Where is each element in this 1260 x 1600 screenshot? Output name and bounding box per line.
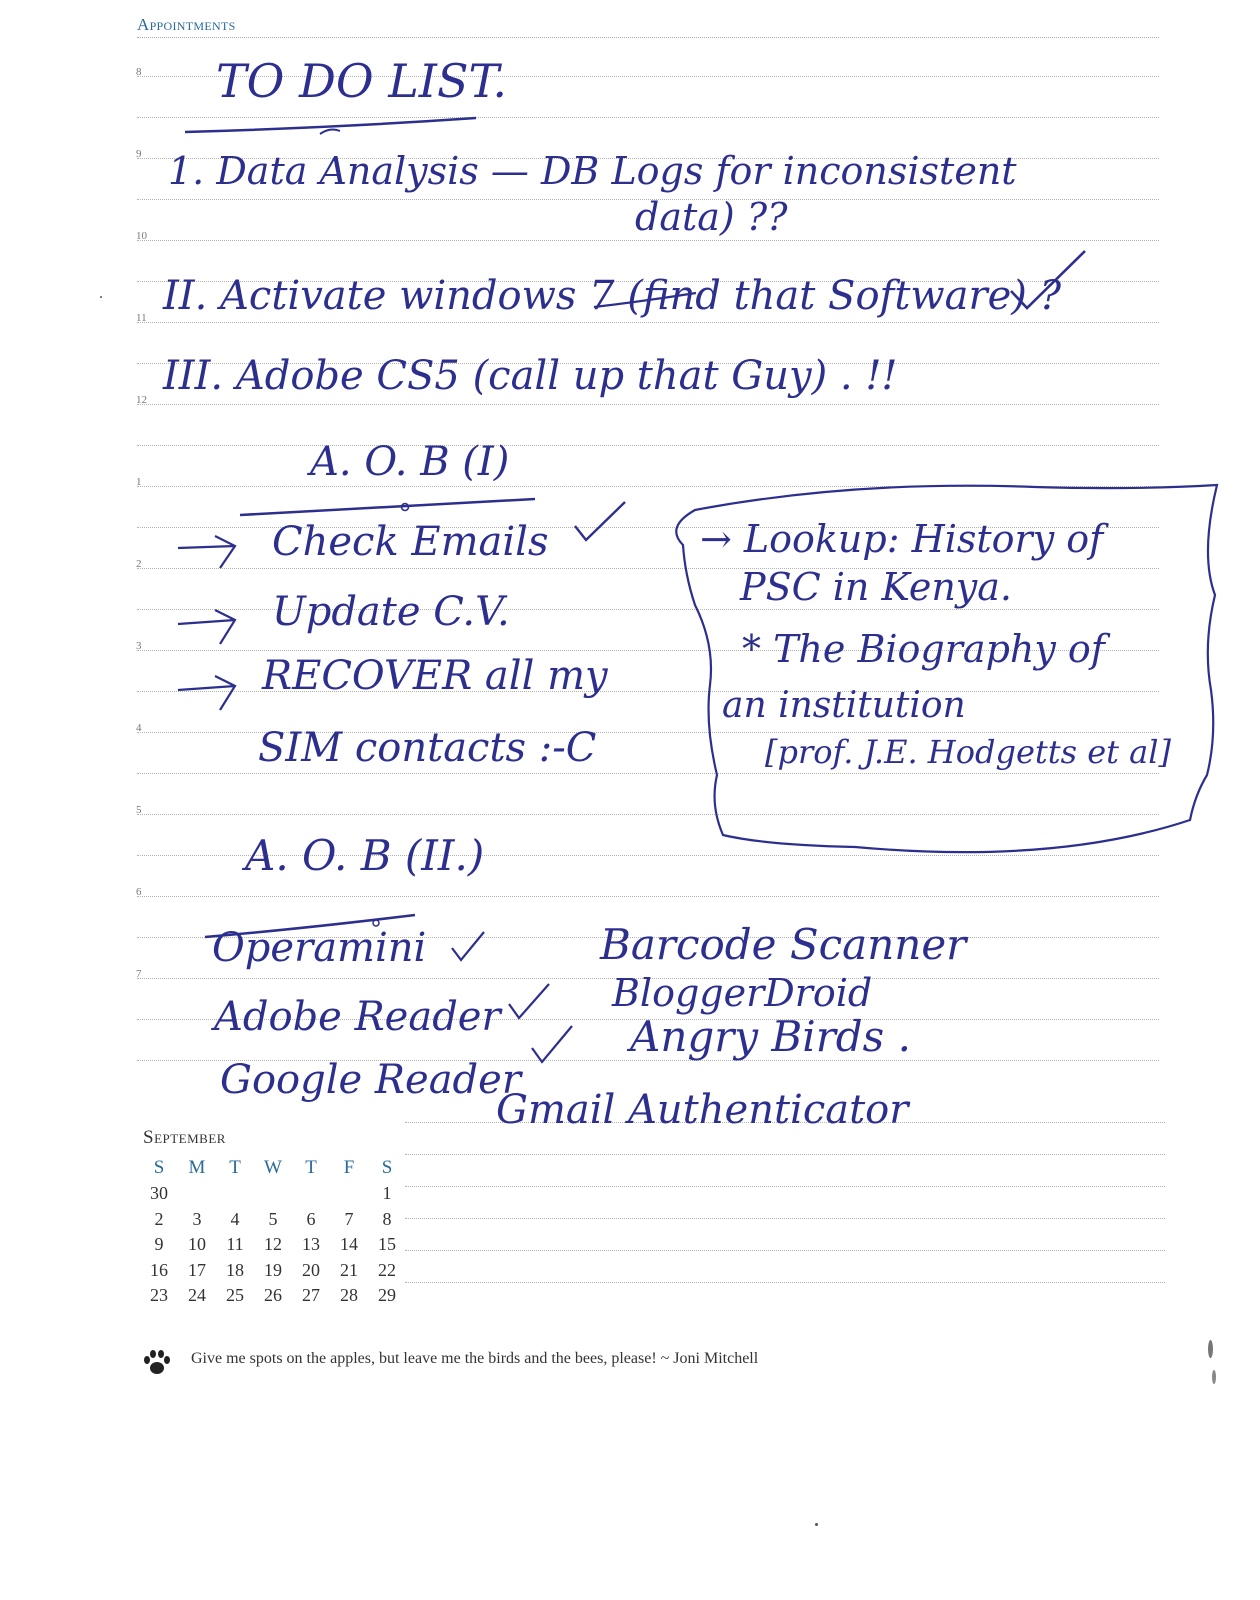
calendar-day: 26 [264, 1285, 282, 1305]
box-line-2: PSC in Kenya. [740, 565, 1012, 609]
scan-speck [815, 1523, 818, 1526]
hour-label: 9 [136, 148, 142, 160]
hour-label: 7 [136, 968, 142, 980]
calendar-day [178, 1183, 216, 1204]
hour-label: 2 [136, 558, 142, 570]
calendar-weekday: S [381, 1157, 393, 1178]
calendar-day: 6 [306, 1208, 316, 1229]
calendar-day: 15 [378, 1234, 396, 1254]
calendar-weekday: S [153, 1157, 165, 1178]
ruled-line [137, 240, 1159, 241]
ruled-line [137, 404, 1159, 405]
calendar-weekday: T [229, 1157, 241, 1178]
ruled-line [137, 445, 1159, 446]
task-1-line-1: 1. Data Analysis — DB Logs for inconsistent [168, 149, 1017, 193]
hour-label: 1 [136, 476, 142, 488]
aob-2-left-3: Google Reader [220, 1057, 521, 1103]
box-line-3: * The Biography of [742, 627, 1105, 671]
check-emails-check [570, 498, 630, 548]
calendar-day: 17 [188, 1259, 206, 1280]
aob-1-item-4: SIM contacts :-C [258, 725, 597, 771]
ruled-line [405, 1154, 1165, 1155]
calendar-day: 25 [226, 1285, 244, 1305]
hour-label: 5 [136, 804, 142, 816]
calendar-day: 27 [302, 1285, 320, 1305]
page-header-appointments: Appointments [137, 15, 236, 34]
calendar-day: 11 [226, 1234, 244, 1254]
aob-1-item-3: RECOVER all my [262, 653, 608, 699]
scan-mark [1212, 1370, 1216, 1384]
calendar-day: 20 [302, 1259, 320, 1280]
hour-label: 8 [136, 66, 142, 78]
aob-2-right-1: Barcode Scanner [600, 920, 967, 969]
aob-1-item-1: Check Emails [272, 519, 549, 565]
aob-2-bottom: Gmail Authenticator [496, 1087, 909, 1133]
box-line-4: an institution [722, 685, 966, 726]
calendar-day: 2 [154, 1208, 164, 1229]
calendar-day: 23 [150, 1285, 168, 1305]
calendar-day: 29 [378, 1285, 396, 1305]
calendar-week [140, 1234, 406, 1255]
hour-label: 4 [136, 722, 142, 734]
hour-label: 3 [136, 640, 142, 652]
scan-speck [100, 296, 102, 298]
aob-2-left-1: Operamini [212, 925, 427, 971]
calendar-week [140, 1209, 406, 1230]
calendar-weekday: W [264, 1157, 282, 1178]
calendar-weekday: T [305, 1157, 317, 1178]
calendar-day: 7 [344, 1208, 354, 1229]
todo-title: TO DO LIST. [216, 54, 508, 108]
calendar-day: 8 [382, 1208, 392, 1229]
calendar-day: 12 [264, 1234, 282, 1254]
calendar-day: 19 [264, 1259, 282, 1280]
ruled-line [405, 1186, 1165, 1187]
calendar-day: 10 [188, 1234, 206, 1254]
calendar-weekday: F [343, 1157, 355, 1178]
box-line-5: [prof. J.E. Hodgetts et al] [765, 733, 1171, 771]
task-2-check [1005, 246, 1090, 316]
adobe-reader-check [505, 980, 555, 1025]
calendar-day: 14 [340, 1234, 358, 1254]
aob-2-right-2: BloggerDroid [612, 971, 873, 1015]
task-3: III. Adobe CS5 (call up that Guy) . !! [163, 353, 898, 399]
footer-quote: Give me spots on the apples, but leave me the birds and the bees, please! ~ Joni Mitchell [191, 1350, 759, 1367]
header-rule [137, 37, 1159, 38]
aob-2-left-2: Adobe Reader [214, 994, 501, 1040]
operamini-check [448, 928, 488, 968]
task-1-line-2: data) ?? [635, 195, 788, 239]
calendar-weekday-row [140, 1157, 406, 1179]
aob-1-item-2: Update C.V. [272, 589, 510, 635]
task-2: II. Activate windows 7 (find that Software) ? [163, 273, 1062, 319]
aob-2-title: A. O. B (II.) [245, 831, 485, 880]
calendar-week [140, 1285, 406, 1306]
calendar-day: 18 [226, 1259, 244, 1280]
ruled-line [405, 1282, 1165, 1283]
calendar-day: 4 [230, 1208, 240, 1229]
scan-mark [1208, 1340, 1213, 1358]
calendar-day: 1 [382, 1183, 392, 1203]
calendar-day: 28 [340, 1285, 358, 1305]
google-reader-check [528, 1022, 578, 1067]
calendar-weekday: M [188, 1157, 206, 1178]
calendar-day [216, 1183, 254, 1204]
calendar-day: 30 [150, 1183, 168, 1203]
calendar-day: 24 [188, 1285, 206, 1305]
aob-1-underline [235, 495, 545, 520]
title-underline [180, 110, 480, 140]
aob-2-right-3: Angry Birds . [630, 1012, 911, 1061]
hour-label: 11 [136, 312, 147, 324]
ruled-line [137, 896, 1159, 897]
hour-label: 10 [136, 230, 147, 242]
calendar-day [330, 1183, 368, 1204]
hour-label: 6 [136, 886, 142, 898]
calendar-week [140, 1183, 406, 1204]
ruled-line [405, 1250, 1165, 1251]
calendar-day: 16 [150, 1259, 168, 1280]
calendar-day: 5 [268, 1208, 278, 1229]
calendar-day [254, 1183, 292, 1204]
strikethrough-mark [590, 275, 700, 320]
ruled-line [405, 1218, 1165, 1219]
calendar-week [140, 1260, 406, 1281]
box-line-1: → Lookup: History of [700, 517, 1104, 561]
hour-label: 12 [136, 394, 147, 406]
paw-print-icon [142, 1348, 172, 1378]
calendar-day [292, 1183, 330, 1204]
calendar-day: 3 [192, 1208, 202, 1229]
calendar-day: 9 [154, 1234, 164, 1254]
calendar-day: 22 [378, 1259, 396, 1280]
aob-1-title: A. O. B (I) [310, 439, 510, 485]
ruled-line [137, 322, 1159, 323]
calendar-day: 21 [340, 1259, 358, 1280]
calendar-month: September [143, 1127, 226, 1148]
calendar-day: 13 [302, 1234, 320, 1254]
aob-1-arrows [170, 528, 250, 738]
